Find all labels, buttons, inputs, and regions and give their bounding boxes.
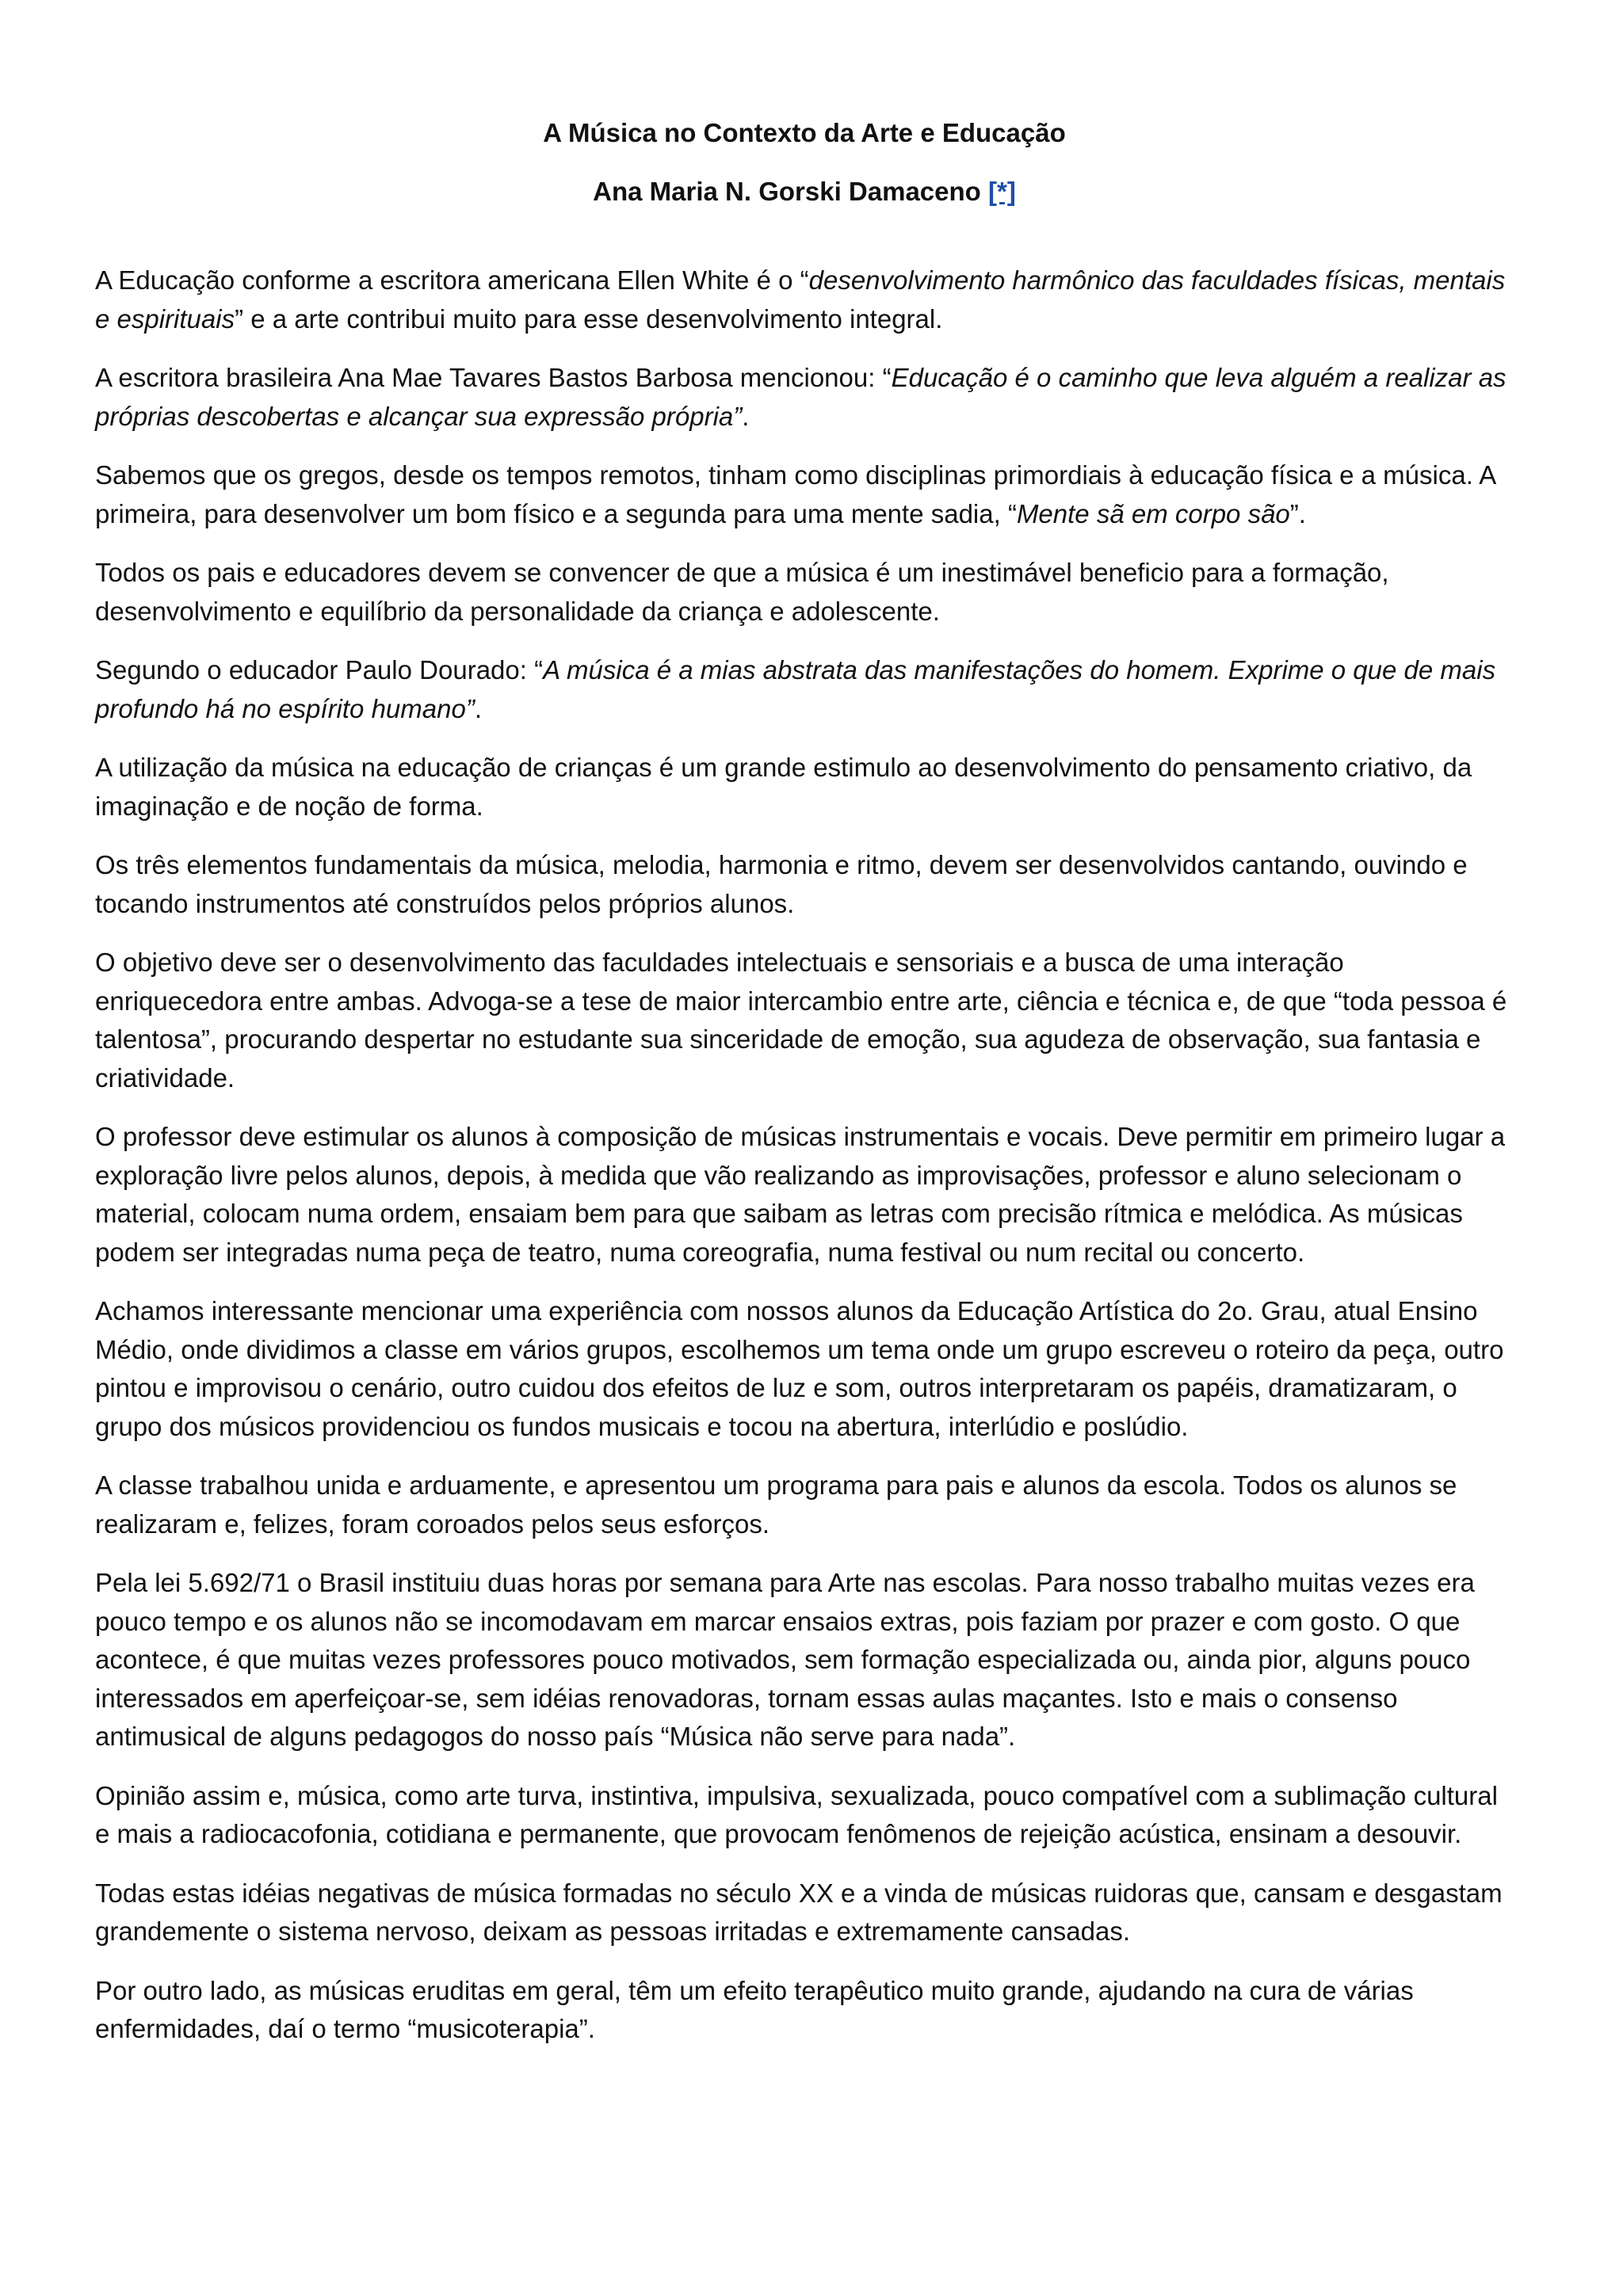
- paragraph: [95, 1777, 1514, 1854]
- italic-quote-text: Mente sã em corpo são: [1016, 498, 1290, 528]
- italic-quote-text: A música é a mias abstrata das manifestações do homem. Exprime o que de mais profundo há no espírito humano”: [95, 655, 1496, 723]
- paragraph: [95, 1564, 1514, 1756]
- paragraph-text: Por outro lado, as músicas eruditas em geral, têm um efeito terapêutico muito grande, ajudando na cura de várias enfermidades, daí o termo “musicoterapia”.: [95, 1975, 1414, 2043]
- paragraph-text: A escritora brasileira Ana Mae Tavares Bastos Barbosa mencionou: “: [95, 363, 892, 392]
- paragraph: [95, 1875, 1514, 1951]
- paragraph-text: Segundo o educador Paulo Dourado: “: [95, 655, 544, 685]
- paragraph-text: Achamos interessante mencionar uma experiência com nossos alunos da Educação Artística do 2o. Grau, atual Ensino Médio, onde dividimos a classe em vários grupos, escolhemos um tema onde um grupo escreveu o roteiro da peça, outro pintou e improvisou o cenário, outro cuidou dos efeitos de luz e som, outros interpretaram os papéis, dramatizaram, o grupo dos músicos providenciou os fundos musicais e tocou na abertura, interlúdio e poslúdio.: [95, 1296, 1504, 1441]
- paragraph-text: .: [742, 401, 750, 431]
- paragraph-text: A Educação conforme a escritora americana Ellen White é o “: [95, 265, 809, 295]
- paragraph-text: Todas estas idéias negativas de música formadas no século XX e a vinda de músicas ruidoras que, cansam e desgastam grandemente o sistema nervoso, deixam as pessoas irritadas e extremamente cansadas.: [95, 1878, 1503, 1946]
- paragraph-text: Opinião assim e, música, como arte turva, instintiva, impulsiva, sexualizada, pouco compatível com a sublimação cultural e mais a radiocacofonia, cotidiana e permanente, que provocam fenômenos de rejeição acústica, ensinam a desouvir.: [95, 1780, 1498, 1848]
- paragraph-text: A utilização da música na educação de crianças é um grande estimulo ao desenvolvimento do pensamento criativo, da imaginação e de noção de forma.: [95, 753, 1472, 821]
- paragraph: [95, 359, 1514, 436]
- paragraph-text: .: [474, 693, 482, 723]
- document-title: A Música no Contexto da Arte e Educação: [543, 118, 1066, 147]
- author-name: Ana Maria N. Gorski Damaceno: [593, 177, 981, 206]
- paragraph-text: ”.: [1289, 498, 1306, 528]
- italic-quote-text: Educação é o caminho que leva alguém a realizar as próprias descobertas e alcançar sua expressão própria”: [95, 363, 1507, 431]
- paragraph: [95, 944, 1514, 1097]
- paragraph-text: ” e a arte contribui muito para esse desenvolvimento integral.: [235, 303, 943, 334]
- paragraph-text: Todos os pais e educadores devem se convencer de que a música é um inestimável beneficio para a formação, desenvolvimento e equilíbrio da personalidade da criança e adolescente.: [95, 558, 1389, 626]
- paragraph: [95, 846, 1514, 923]
- document-body: [95, 261, 1514, 2049]
- paragraph: [95, 1118, 1514, 1272]
- author-line: [95, 174, 1514, 209]
- document-page: [95, 116, 1514, 2069]
- italic-quote-text: desenvolvimento harmônico das faculdades físicas, mentais e espirituais: [95, 265, 1506, 334]
- paragraph-text: A classe trabalhou unida e arduamente, e apresentou um programa para pais e alunos da escola. Todos os alunos se realizaram e, felizes, foram coroados pelos seus esforços.: [95, 1470, 1457, 1539]
- paragraph-text: O professor deve estimular os alunos à composição de músicas instrumentais e vocais. Deve permitir em primeiro lugar a exploração livre pelos alunos, depois, à medida que vão realizando as improvisações, professor e aluno selecionam o material, colocam numa ordem, ensaiam bem para que saibam as letras com precisão rítmica e melódica. As músicas podem ser integradas numa peça de teatro, numa coreografia, numa festival ou num recital ou concerto.: [95, 1122, 1506, 1267]
- paragraph-text: Pela lei 5.692/71 o Brasil instituiu duas horas por semana para Arte nas escolas. Para nosso trabalho muitas vezes era pouco tempo e os alunos não se incomodavam em marcar ensaios extras, pois faziam por prazer e com gosto. O que acontece, é que muitas vezes professores pouco motivados, sem formação especializada ou, ainda pior, alguns pouco interessados em aperfeiçoar-se, sem idéias renovadoras, tornam essas aulas maçantes. Isto e mais o consenso antimusical de alguns pedagogos do nosso país “Música não serve para nada”.: [95, 1568, 1475, 1751]
- paragraph: [95, 1466, 1514, 1543]
- paragraph: [95, 554, 1514, 631]
- paragraph: [95, 456, 1514, 533]
- paragraph: [95, 749, 1514, 826]
- paragraph: [95, 261, 1514, 338]
- author-footnote-link[interactable]: [*]: [988, 177, 1016, 206]
- paragraph: [95, 1972, 1514, 2049]
- paragraph: [95, 651, 1514, 728]
- paragraph: [95, 1292, 1514, 1446]
- paragraph-text: Os três elementos fundamentais da música, melodia, harmonia e ritmo, devem ser desenvolvidos cantando, ouvindo e tocando instrumentos até construídos pelos próprios alunos.: [95, 850, 1468, 918]
- paragraph-text: O objetivo deve ser o desenvolvimento das faculdades intelectuais e sensoriais e a busca de uma interação enriquecedora entre ambas. Advoga-se a tese de maior intercambio entre arte, ciência e técnica e, de que “toda pessoa é talentosa”, procurando despertar no estudante sua sinceridade de emoção, sua agudeza de observação, sua fantasia e criatividade.: [95, 948, 1507, 1093]
- paragraph-text: Sabemos que os gregos, desde os tempos remotos, tinham como disciplinas primordiais à educação física e a música. A primeira, para desenvolver um bom físico e a segunda para uma mente sadia, “: [95, 460, 1495, 528]
